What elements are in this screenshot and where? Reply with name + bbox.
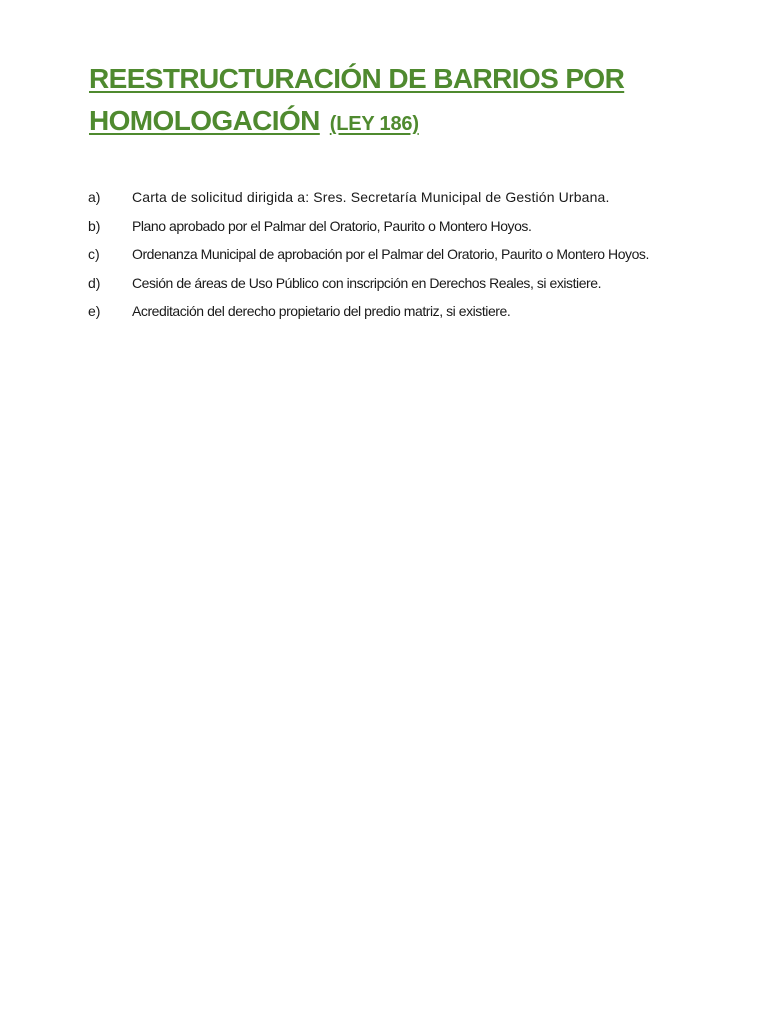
requirement-marker: a) xyxy=(88,189,101,205)
requirement-text: Ordenanza Municipal de aprobación por el Palmar del Oratorio, Paurito o Montero Hoyos. xyxy=(132,246,649,262)
title-line-2 xyxy=(89,100,709,145)
requirement-marker: e) xyxy=(88,303,101,319)
requirement-marker: d) xyxy=(88,274,101,291)
requirement-text: Carta de solicitud dirigida a: Sres. Secretaría Municipal de Gestión Urbana. xyxy=(132,189,610,205)
requirements-list xyxy=(88,183,728,326)
requirement-item xyxy=(88,269,728,298)
title-homologacion: HOMOLOGACIÓN xyxy=(89,105,320,136)
requirement-text: Cesión de áreas de Uso Público con inscripción en Derechos Reales, si existiere. xyxy=(132,274,602,291)
document-title xyxy=(89,58,709,145)
requirement-marker: c) xyxy=(88,246,100,262)
requirement-item xyxy=(88,183,728,212)
requirement-marker: b) xyxy=(88,217,101,234)
requirement-text: Acreditación del derecho propietario del predio matriz, si existiere. xyxy=(132,303,511,319)
requirement-item xyxy=(88,240,728,269)
requirement-text: Plano aprobado por el Palmar del Oratorio, Paurito o Montero Hoyos. xyxy=(132,217,532,234)
title-line-1: REESTRUCTURACIÓN DE BARRIOS POR xyxy=(89,63,625,94)
requirement-item xyxy=(88,297,728,326)
requirement-item xyxy=(88,212,728,241)
title-law-reference: (LEY 186) xyxy=(329,113,419,135)
